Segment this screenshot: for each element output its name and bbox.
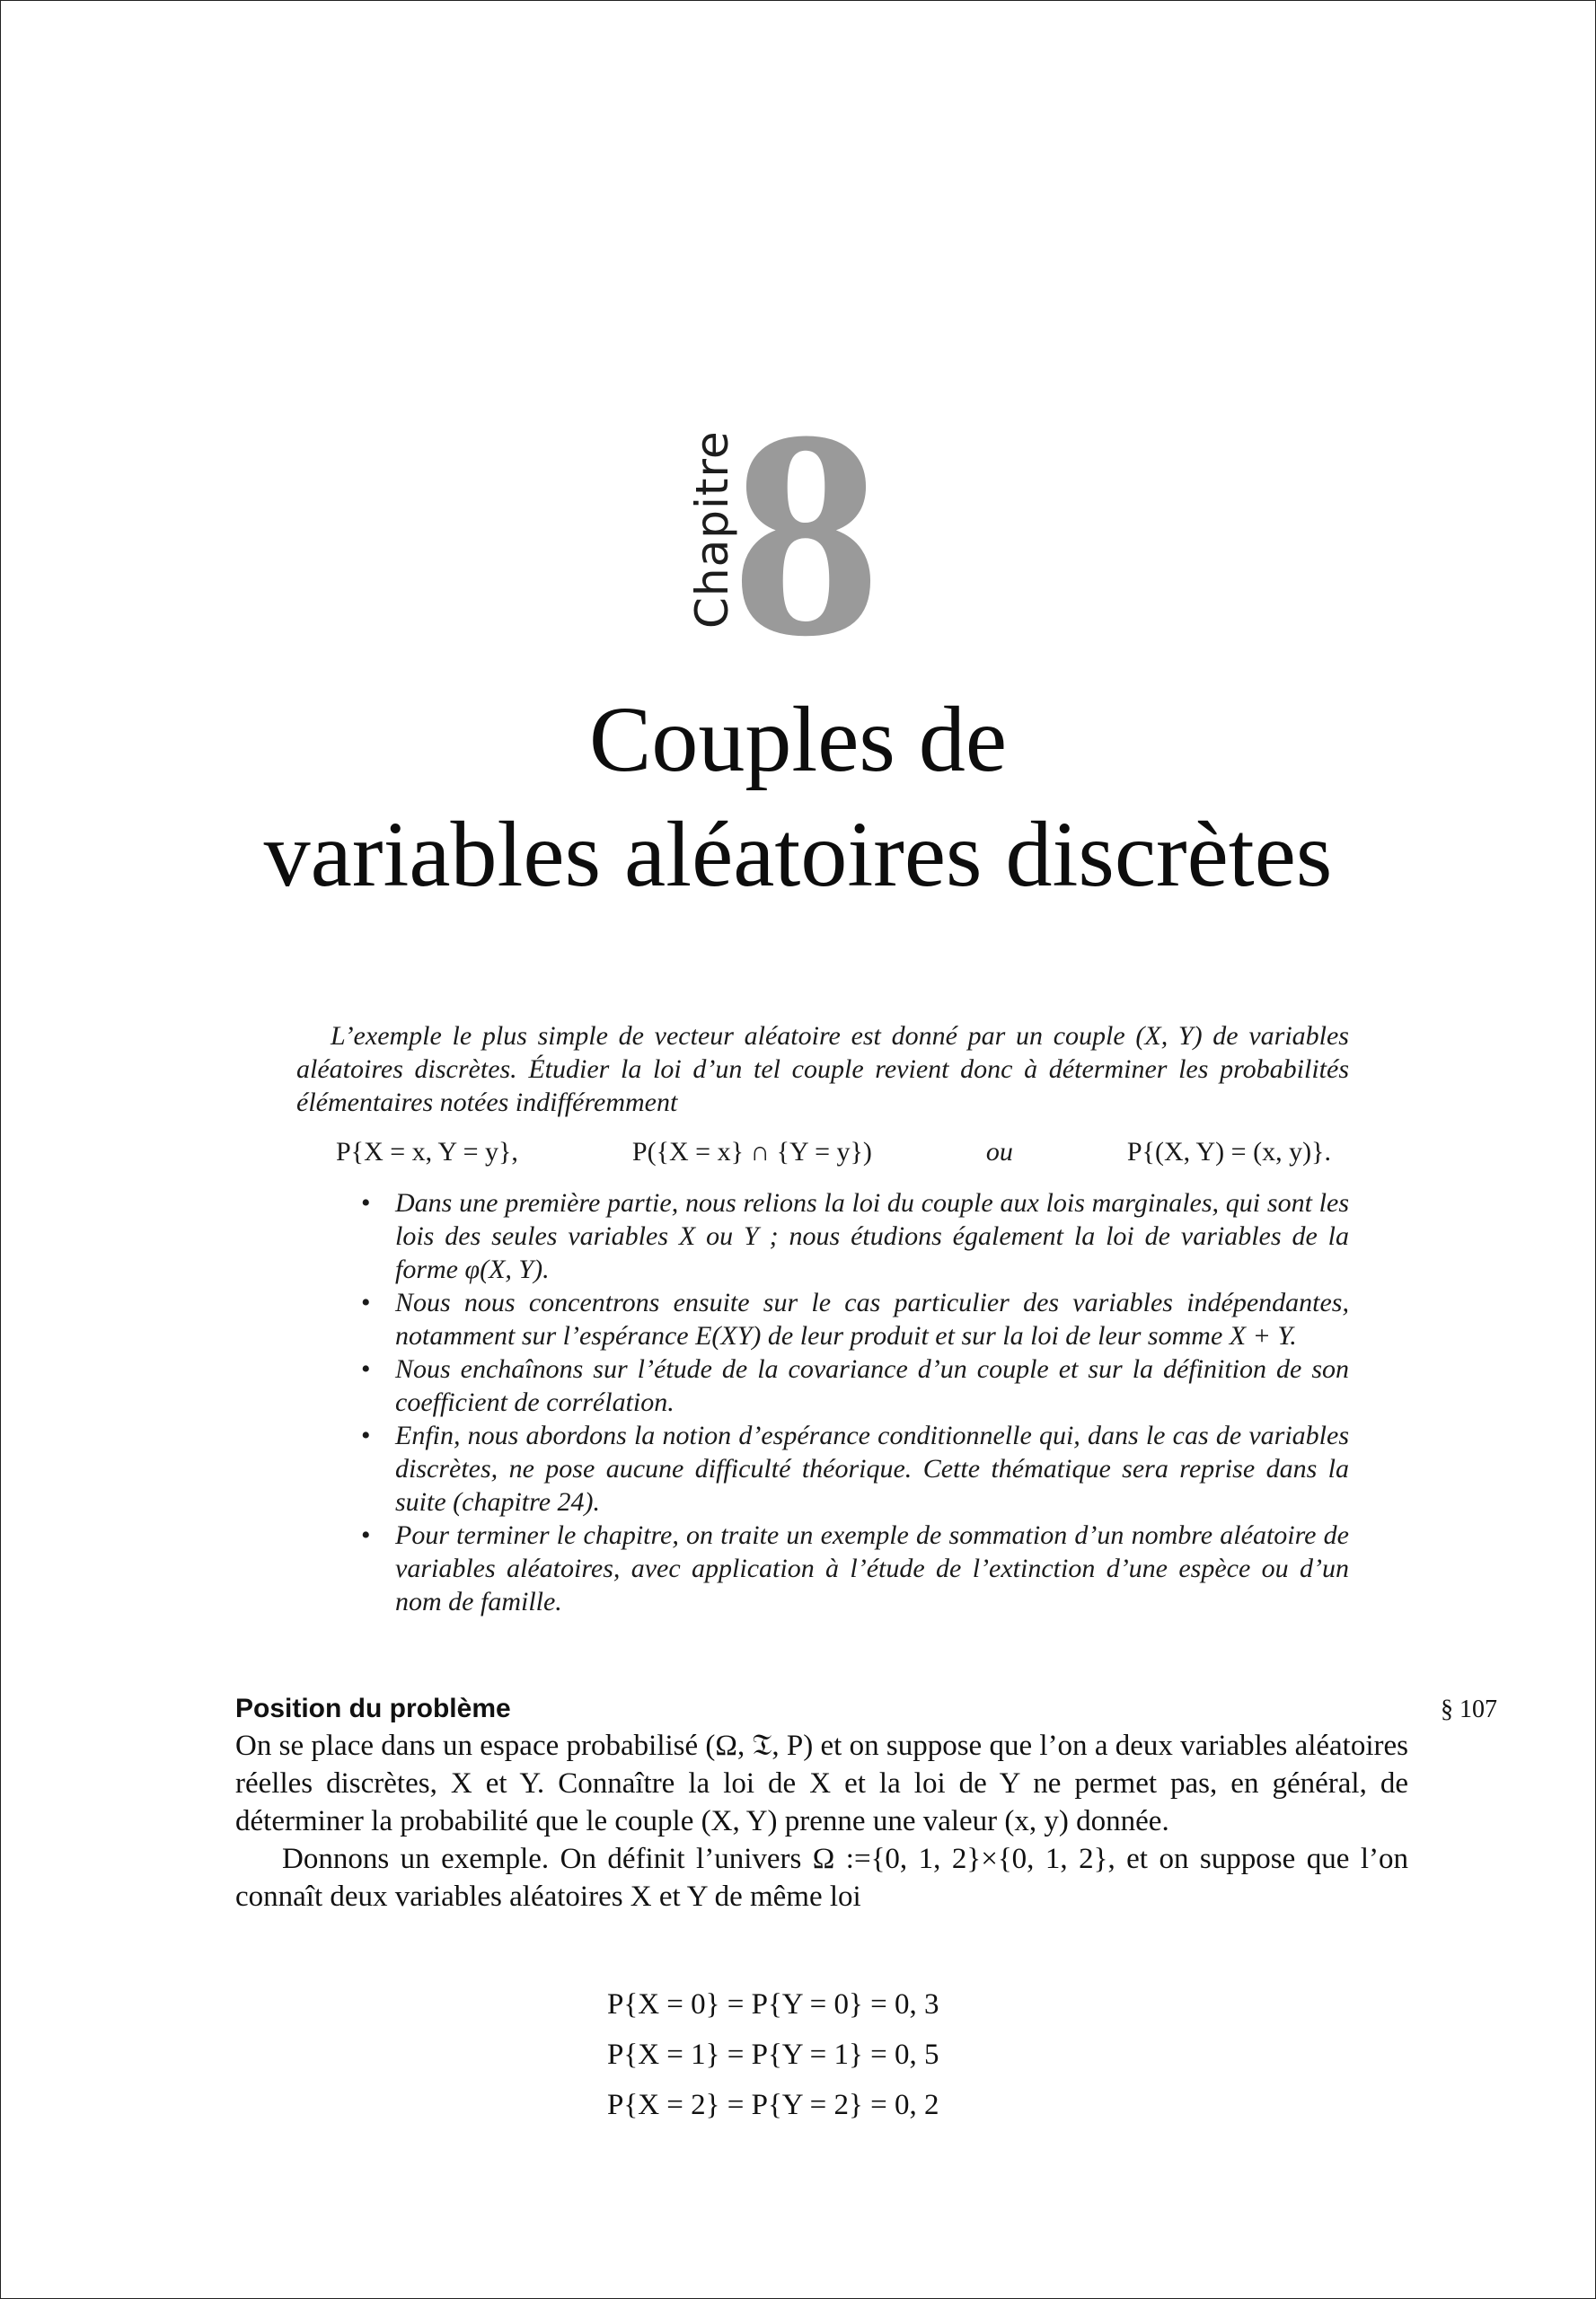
formula-intersection: P({X = x} ∩ {Y = y})	[631, 1137, 872, 1167]
chapter-introduction	[296, 1019, 1349, 1618]
chapter-number: 8	[732, 370, 880, 698]
intro-paragraph: L’exemple le plus simple de vecteur aléatoire est donné par un couple (X, Y) de variables aléatoires discrètes. Étudier la loi d’un tel couple revient donc à déterminer les probabilités élémentaires notées indifféremment	[296, 1021, 1349, 1117]
chapter-title-line-1: Couples de	[588, 688, 1008, 791]
section-position-probleme	[235, 1691, 1408, 1916]
list-item: • Enfin, nous abordons la notion d’espérance conditionnelle qui, dans le cas de variables discrètes, ne pose aucune difficulté théorique. Cette thématique sera reprise dans la suite (chapitre 24).	[395, 1419, 1349, 1519]
chapter-title	[0, 683, 1596, 912]
formula-separator: ou	[985, 1137, 1013, 1167]
formula-couple: P{(X, Y) = (x, y)}.	[1126, 1137, 1331, 1167]
list-item: • Dans une première partie, nous relions la loi du couple aux lois marginales, qui sont les lois des seules variables X ou Y ; nous étudions également la loi de variables de la forme φ(X, Y).	[395, 1186, 1349, 1286]
list-item: • Pour terminer le chapitre, on traite un exemple de sommation d’un nombre aléatoire de variables aléatoires, avec application à l’étude de l’extinction d’une espèce ou d’un nom de famille.	[395, 1519, 1349, 1618]
equation-row: P{X = 1} = P{Y = 1} = 0, 5	[607, 2039, 939, 2071]
list-item: • Nous enchaînons sur l’étude de la covariance d’un couple et sur la définition de son coefficient de corrélation.	[395, 1352, 1349, 1419]
section-paragraph-1: On se place dans un espace probabilisé (Ω, 𝔗, P) et on suppose que l’on a deux variables aléatoires réelles discrètes, X et Y. Connaître la loi de X et la loi de Y ne permet pas, en général, de déterminer la probabilité que le couple (X, Y) prenne une valeur (x, y) donnée.	[235, 1730, 1408, 1837]
formula-joint: P{X = x, Y = y},	[336, 1137, 518, 1167]
section-heading: Position du problème	[235, 1694, 511, 1723]
chapter-label: Chapitre	[686, 430, 738, 629]
section-reference: § 107	[1441, 1696, 1497, 1723]
equation-row: P{X = 2} = P{Y = 2} = 0, 2	[607, 2089, 939, 2121]
probability-equations	[607, 1979, 939, 2130]
chapter-title-line-2: variables aléatoires discrètes	[263, 803, 1333, 906]
equation-row: P{X = 0} = P{Y = 0} = 0, 3	[607, 1988, 939, 2021]
section-paragraph-2: Donnons un exemple. On définit l’univers Ω :={0, 1, 2}×{0, 1, 2}, et on suppose que l’on connaît deux variables aléatoires X et Y de même loi	[235, 1843, 1408, 1913]
intro-bullet-list	[296, 1186, 1349, 1618]
intro-formula	[296, 1135, 1349, 1168]
list-item: • Nous nous concentrons ensuite sur le cas particulier des variables indépendantes, notamment sur l’espérance E(XY) de leur produit et sur la loi de leur somme X + Y.	[395, 1286, 1349, 1352]
